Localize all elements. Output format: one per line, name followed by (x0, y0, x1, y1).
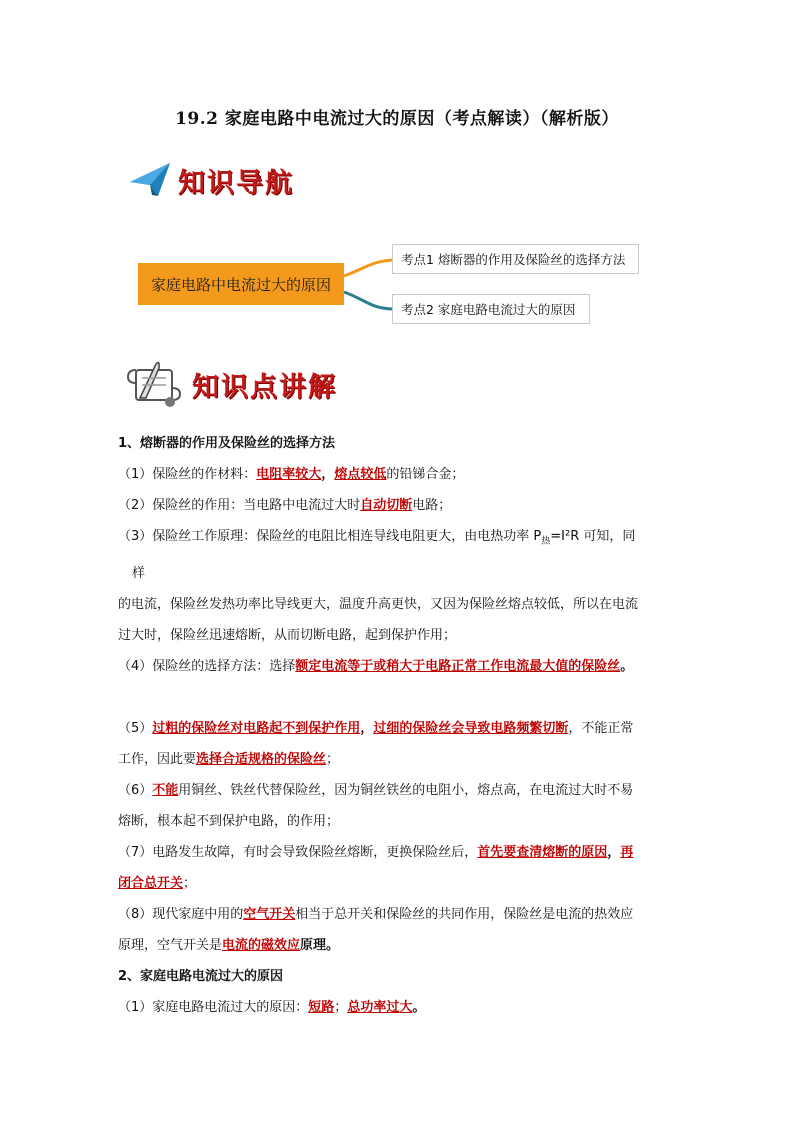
spacer (118, 682, 690, 713)
document-title: 19.2 家庭电路中电流过大的原因（考点解读）（解析版） (175, 109, 619, 129)
paragraph-3-cont: 样 (132, 565, 146, 581)
mindmap-connectors (0, 0, 794, 400)
paragraph-3-line2: 的电流，保险丝发热功率比导线更大，温度升高更快，又因为保险丝熔点较低，所以在电流 (118, 596, 639, 612)
paragraph-6: （6）不能用铜丝、铁丝代替保险丝，因为铜丝铁丝的电阻小，熔点高，在电流过大时不易 (118, 782, 634, 798)
paragraph-4: （4）保险丝的选择方法：选择额定电流等于或稍大于电路正常工作电流最大值的保险丝。 (118, 658, 634, 674)
paragraph-6-line2: 熔断，根本起不到保护电路，的作用； (118, 813, 340, 829)
nav-heading: 知识导航 (178, 167, 294, 199)
paragraph-5: （5）过粗的保险丝对电路起不到保护作用，过细的保险丝会导致电路频繁切断，不能正常 (118, 720, 634, 736)
paragraph-3-line3: 过大时，保险丝迅速熔断，从而切断电路，起到保护作用； (118, 627, 457, 643)
mindmap-node-1: 考点1 熔断器的作用及保险丝的选择方法 (392, 244, 639, 274)
content-body (118, 428, 690, 1023)
paragraph-8-line2: 原理，空气开关是电流的磁效应原理。 (118, 937, 340, 953)
paragraph-7: （7）电路发生故障，有时会导致保险丝熔断，更换保险丝后，首先要查清熔断的原因，再 (118, 844, 634, 860)
explain-heading: 知识点讲解 (192, 371, 337, 403)
paragraph-8: （8）现代家庭中用的空气开关相当于总开关和保险丝的共同作用，保险丝是电流的热效应 (118, 906, 634, 922)
paragraph-1: （1）保险丝的作材料：电阻率较大，熔点较低的铅锑合金； (118, 467, 465, 482)
paragraph-5-line2: 工作，因此要选择合适规格的保险丝； (118, 751, 340, 767)
mindmap-root: 家庭电路中电流过大的原因 (138, 263, 344, 305)
scroll-quill-icon (126, 358, 184, 410)
section-2-paragraph-1: （1）家庭电路电流过大的原因：短路；总功率过大。 (118, 999, 426, 1015)
paragraph-2: （2）保险丝的作用：当电路中电流过大时自动切断电路； (118, 498, 452, 513)
paragraph-3: （3）保险丝工作原理：保险丝的电阻比相连导线电阻更大，由电热功率 $P_热=I^2R$ 可知，同 (118, 529, 636, 547)
section-2-heading: 2、家庭电路电流过大的原因 (118, 968, 284, 984)
explain-section-header (126, 358, 337, 410)
paragraph-7-line2: 闭合总开关； (118, 875, 197, 891)
section-1-heading: 1、熔断器的作用及保险丝的选择方法 (118, 436, 336, 451)
mindmap-node-2: 考点2 家庭电路电流过大的原因 (392, 294, 590, 324)
